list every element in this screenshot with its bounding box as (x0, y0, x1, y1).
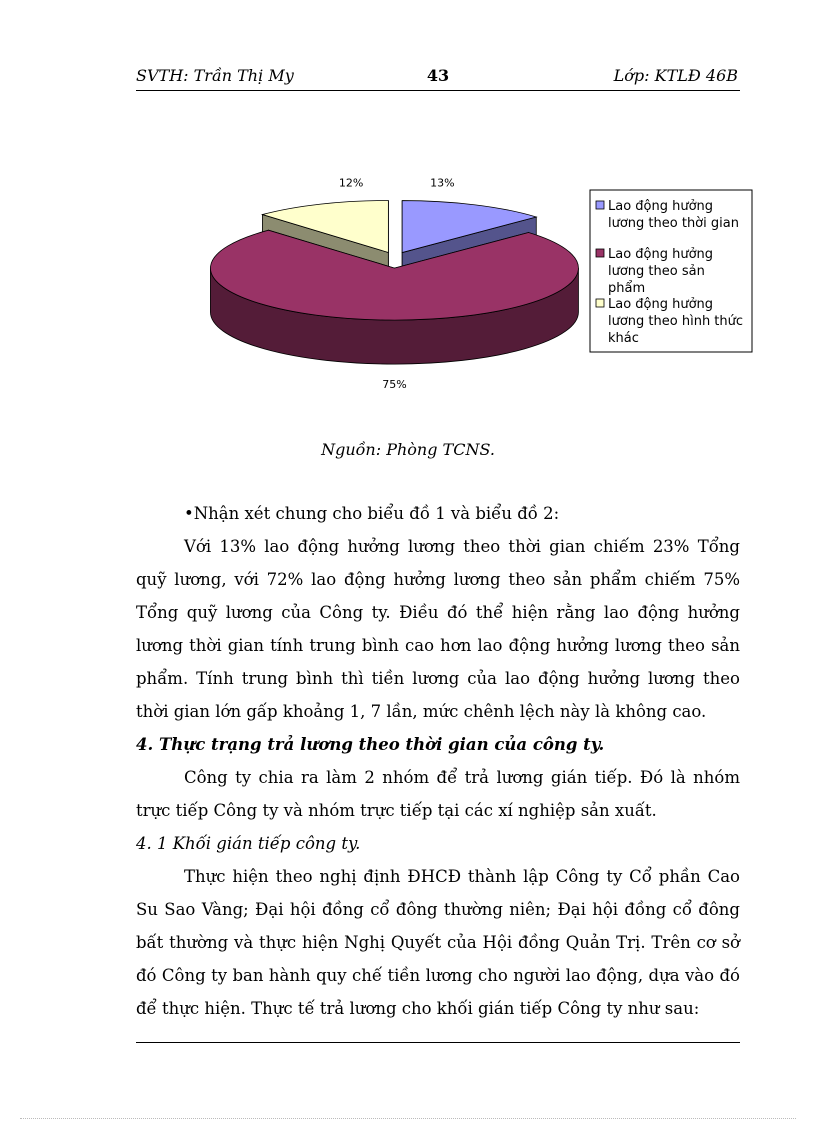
legend-swatch (596, 299, 604, 307)
footer-divider (136, 1042, 740, 1043)
page-header (136, 64, 740, 91)
legend-swatch (596, 201, 604, 209)
pie-value-label: 13% (430, 176, 455, 190)
legend-label: lương theo thời gian (608, 216, 739, 231)
paragraph-1: Với 13% lao động hưởng lương theo thời gian chiếm 23% Tổng quỹ lương, với 72% lao động hưởng lương theo sản phẩm chiếm 75% Tổng quỹ lương của Công ty. Điều đó thể hiện rằng lao động hưởng lương thời gian tính trung bình cao hơn lao động hưởng lương theo sản phẩm. Tính trung bình thì tiền lương của lao động hưởng lương theo thời gian lớn gấp khoảng 1, 7 lần, mức chênh lệch này là không cao. (136, 537, 740, 721)
paragraph-2: Công ty chia ra làm 2 nhóm để trả lương gián tiếp. Đó là nhóm trực tiếp Công ty và nhóm trực tiếp tại các xí nghiệp sản xuất. (136, 768, 740, 820)
legend-label: lương theo sản (608, 264, 705, 279)
legend-label: Lao động hưởng (608, 199, 714, 214)
legend-label: Lao động hưởng (608, 247, 714, 262)
page-edge-dotted-line (20, 1118, 796, 1119)
pie-chart (195, 168, 760, 388)
main-content (136, 497, 740, 1025)
legend-label: Lao động hưởng (608, 297, 714, 312)
legend-label: khác (608, 331, 639, 346)
paragraph-3: Thực hiện theo nghị định ĐHCĐ thành lập Công ty Cổ phần Cao Su Sao Vàng; Đại hội đồng cổ đông thường niên; Đại hội đồng cổ đông bất thường và thực hiện Nghị Quyết của Hội đồng Quản Trị. Trên cơ sở đó Công ty ban hành quy chế tiền lương cho người lao động, dựa vào đó để thực hiện. Thực tế trả lương cho khối gián tiếp Công ty như sau: (136, 867, 740, 1018)
page-number: 43 (426, 66, 450, 85)
chart-source: Nguồn: Phòng TCNS. (321, 440, 495, 459)
pie-value-label: 75% (382, 378, 407, 388)
legend-label: phẩm (608, 281, 646, 296)
legend-swatch (596, 249, 604, 257)
heading-4: 4. Thực trạng trả lương theo thời gian của công ty. (136, 735, 605, 754)
legend-label: lương theo hình thức (608, 314, 744, 329)
class-code: Lớp: KTLĐ 46B (613, 66, 738, 85)
student-name: SVTH: Trần Thị My (136, 66, 294, 85)
heading-4-1: 4. 1 Khối gián tiếp công ty. (136, 834, 361, 853)
pie-value-label: 12% (338, 176, 364, 190)
bullet-title: •Nhận xét chung cho biểu đồ 1 và biểu đồ 2: (184, 504, 560, 523)
